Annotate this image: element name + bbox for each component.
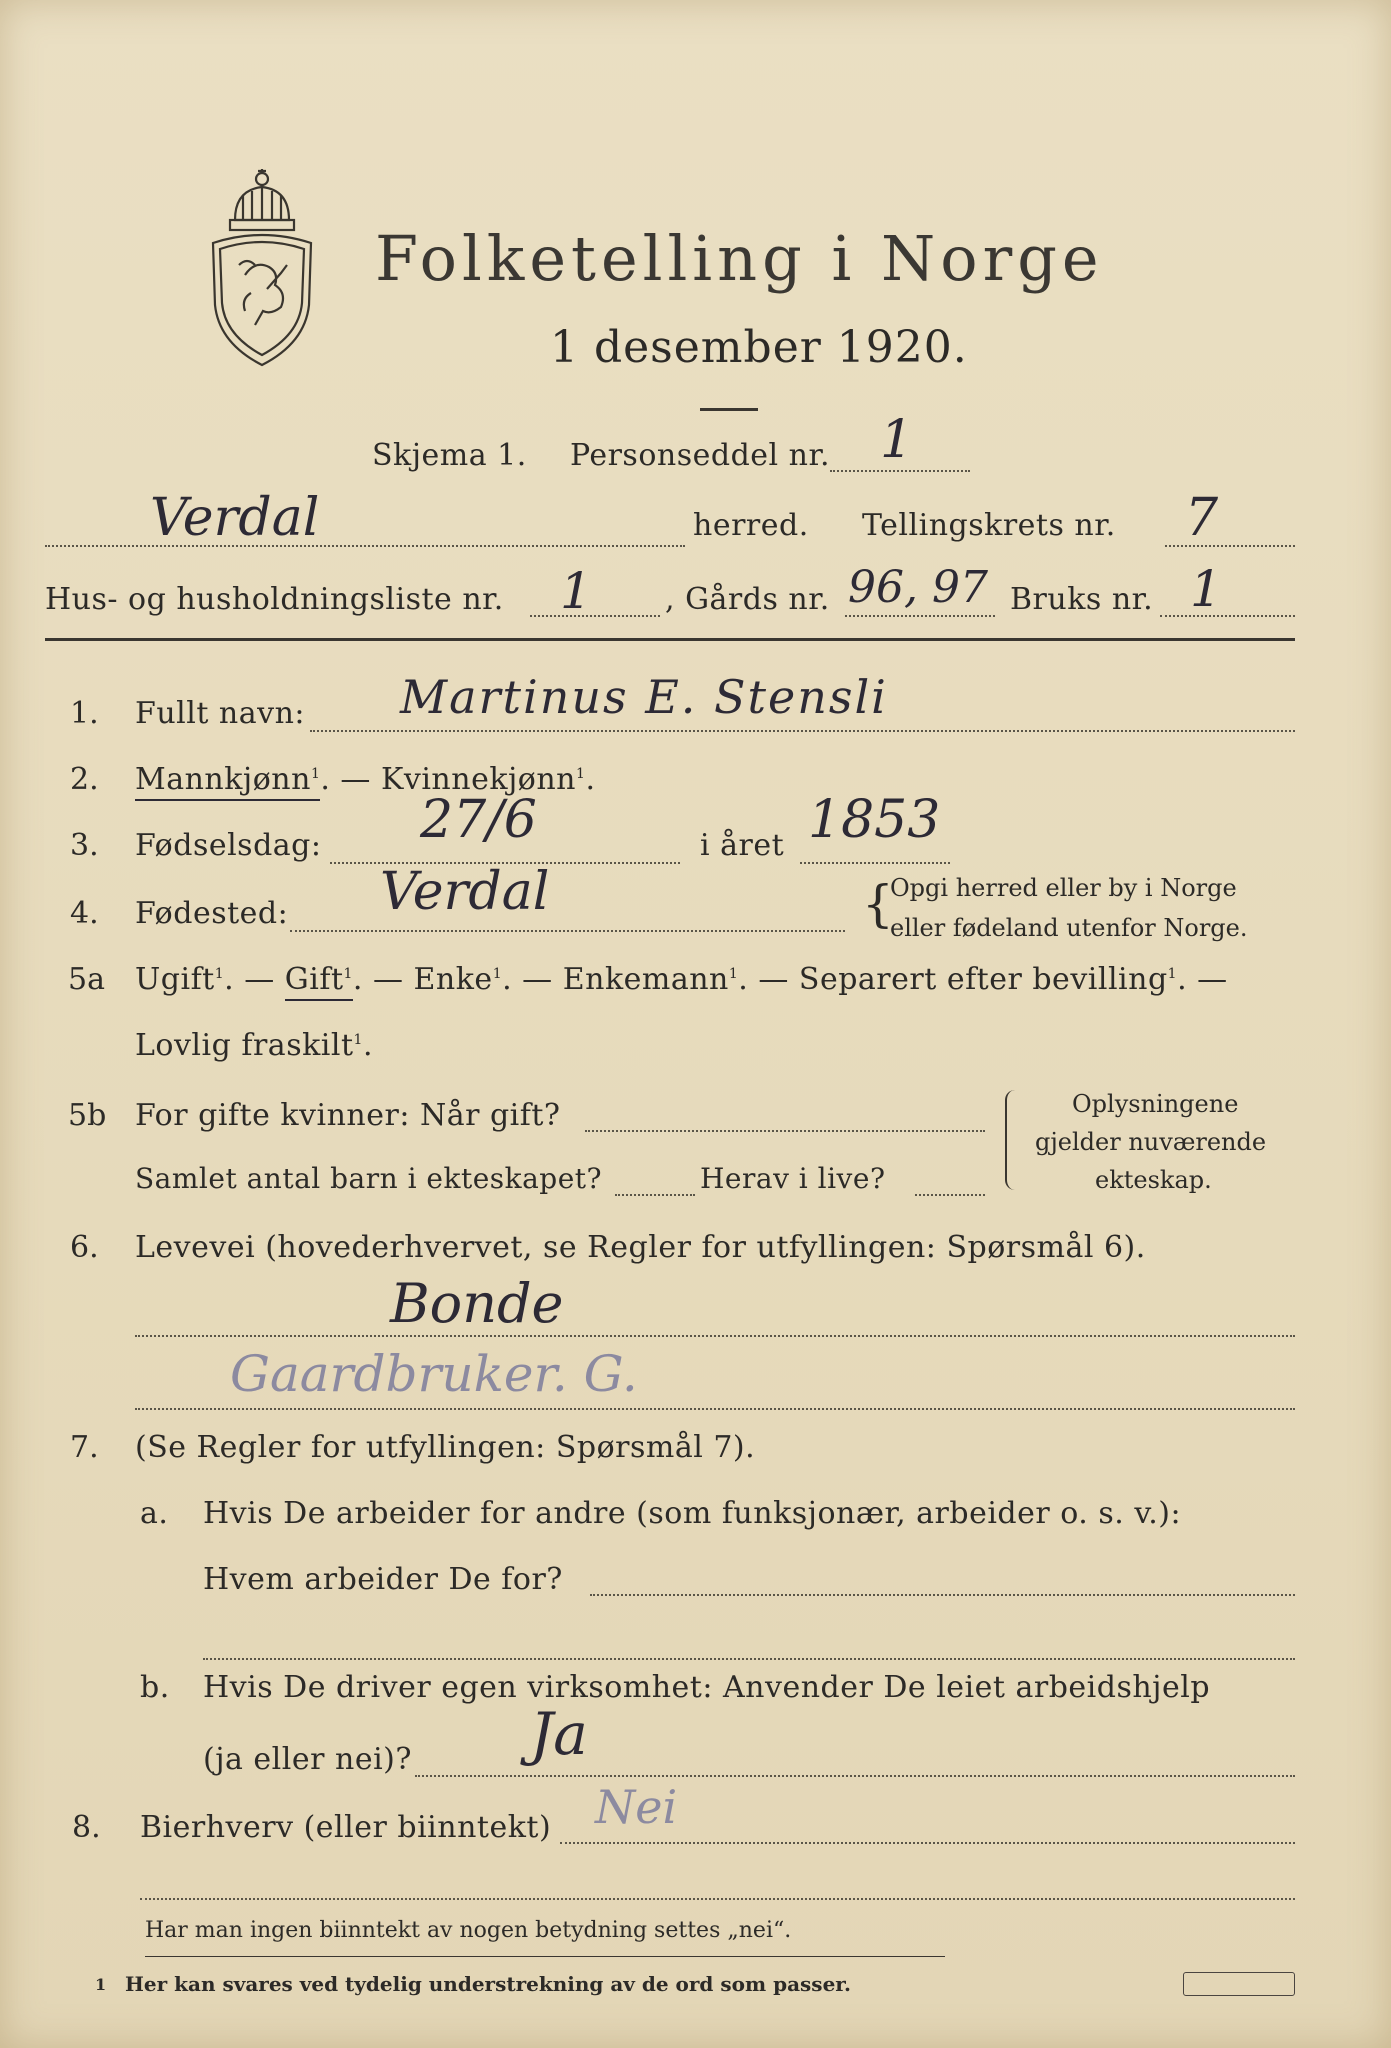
- q7a-line1: Hvis De arbeider for andre (som funksjonær, arbeider o. s. v.):: [203, 1496, 1182, 1531]
- bottom-note: Har man ingen biinntekt av nogen betydning settes „nei“.: [145, 1918, 792, 1943]
- bruks-value: 1: [1190, 560, 1222, 618]
- tellingskrets-label: Tellingskrets nr.: [862, 508, 1116, 543]
- birth-year-value: 1853: [808, 790, 941, 850]
- q5b-line2: Samlet antal barn i ekteskapet?: [135, 1162, 603, 1195]
- q8-line1: [560, 1842, 1295, 1844]
- q3-year-label: i året: [700, 828, 785, 863]
- q7a-number: a.: [140, 1496, 169, 1531]
- q6-number: 6.: [70, 1230, 99, 1265]
- footer-divider: [145, 1956, 945, 1957]
- q7a-line: [590, 1594, 1295, 1596]
- footnote-text: Her kan svares ved tydelig understrekning av de ord som passer.: [125, 1972, 851, 1996]
- full-name-value: Martinus E. Stensli: [400, 670, 888, 724]
- form-title: Folketelling i Norge: [375, 222, 1104, 295]
- occupation-code-pencil: Gaardbruker. G.: [230, 1345, 638, 1403]
- bierhverv-value: Nei: [595, 1780, 678, 1834]
- q7b-number: b.: [140, 1670, 170, 1705]
- coat-of-arms-icon: [205, 165, 320, 370]
- husliste-label: Hus- og husholdningsliste nr.: [45, 582, 504, 617]
- q4-note-line1: Opgi herred eller by i Norge: [890, 874, 1237, 902]
- option-enke[interactable]: Enke$^1$: [413, 962, 503, 997]
- option-kvinnekjonn[interactable]: Kvinnekjønn$^1$: [380, 762, 586, 797]
- q5a-options: Ugift$^1$. — Gift$^1$. — Enke$^1$. — Enkemann$^1$. — Separert efter bevilling$^1$. —: [135, 962, 1228, 997]
- q5b-gift-line: [585, 1130, 985, 1132]
- q8-number: 8.: [72, 1810, 101, 1845]
- q1-label: Fullt navn:: [135, 696, 306, 731]
- q7b-line: [415, 1775, 1295, 1777]
- occupation-value: Bonde: [390, 1272, 564, 1335]
- gards-label: , Gårds nr.: [665, 582, 830, 617]
- q7a-line-extra: [203, 1658, 1295, 1660]
- q3-label: Fødselsdag:: [135, 828, 322, 863]
- birth-date-value: 27/6: [420, 790, 537, 850]
- schema-label: Skjema 1.: [372, 438, 527, 473]
- personseddel-value: 1: [880, 410, 914, 470]
- footnote-mark: 1: [95, 1975, 107, 1994]
- census-date: 1 desember 1920.: [550, 322, 968, 373]
- option-mannkjonn[interactable]: Mannkjønn$^1$: [135, 762, 320, 801]
- arbeidshjelp-value: Ja: [530, 1700, 588, 1768]
- q3-number: 3.: [70, 828, 99, 863]
- q4-label: Fødested:: [135, 896, 289, 931]
- q5b-herav: Herav i live?: [700, 1162, 886, 1195]
- husliste-value: 1: [560, 562, 592, 620]
- q5b-bracket: [1005, 1090, 1019, 1190]
- gards-line: [845, 615, 995, 617]
- q5b-note2: gjelder nuværende: [1035, 1128, 1267, 1156]
- q5b-barn-line: [615, 1194, 695, 1196]
- gards-value: 96, 97: [848, 562, 988, 613]
- q5b-note1: Oplysningene: [1072, 1090, 1239, 1118]
- title-divider: [700, 408, 758, 411]
- tellingskrets-value: 7: [1185, 488, 1219, 548]
- q4-note-line2: eller fødeland utenfor Norge.: [890, 914, 1248, 942]
- bruks-line: [1160, 615, 1295, 617]
- q5b-note3: ekteskap.: [1095, 1166, 1212, 1194]
- option-separert[interactable]: Separert efter bevilling$^1$: [798, 962, 1178, 997]
- printer-stamp: [1183, 1972, 1295, 1996]
- option-fraskilt[interactable]: Lovlig fraskilt$^1$.: [135, 1028, 373, 1063]
- q4-number: 4.: [70, 896, 99, 931]
- q8-line2: [140, 1898, 1295, 1900]
- birthplace-value: Verdal: [380, 862, 550, 922]
- q7-number: 7.: [70, 1430, 99, 1465]
- q6-label: Levevei (hovederhvervet, se Regler for utfyllingen: Spørsmål 6).: [135, 1230, 1146, 1265]
- option-gift[interactable]: Gift$^1$: [285, 962, 353, 1001]
- personseddel-line: [830, 470, 970, 472]
- q1-line: [310, 730, 1295, 732]
- option-enkemann[interactable]: Enkemann$^1$: [562, 962, 739, 997]
- personseddel-label: Personseddel nr.: [570, 438, 831, 473]
- q7-label: (Se Regler for utfyllingen: Spørsmål 7).: [135, 1430, 756, 1465]
- header-divider: [45, 638, 1295, 641]
- herred-line: [45, 545, 685, 547]
- husliste-line: [530, 615, 660, 617]
- q7b-line2: (ja eller nei)?: [203, 1742, 412, 1777]
- q5b-number: 5b: [68, 1098, 107, 1133]
- q7a-line2: Hvem arbeider De for?: [203, 1562, 563, 1597]
- q5b-line1: For gifte kvinner: Når gift?: [135, 1098, 561, 1133]
- q6-line1: [135, 1335, 1295, 1337]
- q5a-number: 5a: [68, 962, 105, 997]
- q3-year-line: [800, 862, 950, 864]
- q2-number: 2.: [70, 762, 99, 797]
- q2-options: Mannkjønn$^1$. — Kvinnekjønn$^1$.: [135, 762, 595, 797]
- q1-number: 1.: [70, 696, 99, 731]
- q4-brace: {: [862, 875, 894, 933]
- q8-label: Bierhverv (eller biinntekt): [140, 1810, 552, 1845]
- herred-label: herred.: [693, 508, 809, 543]
- q4-line: [290, 930, 845, 932]
- option-ugift[interactable]: Ugift$^1$: [135, 962, 225, 997]
- q7b-line1: Hvis De driver egen virksomhet: Anvender De leiet arbeidshjelp: [203, 1670, 1211, 1705]
- q6-line2: [135, 1408, 1295, 1410]
- q5b-live-line: [915, 1194, 985, 1196]
- bruks-label: Bruks nr.: [1010, 582, 1154, 617]
- herred-value: Verdal: [150, 488, 320, 548]
